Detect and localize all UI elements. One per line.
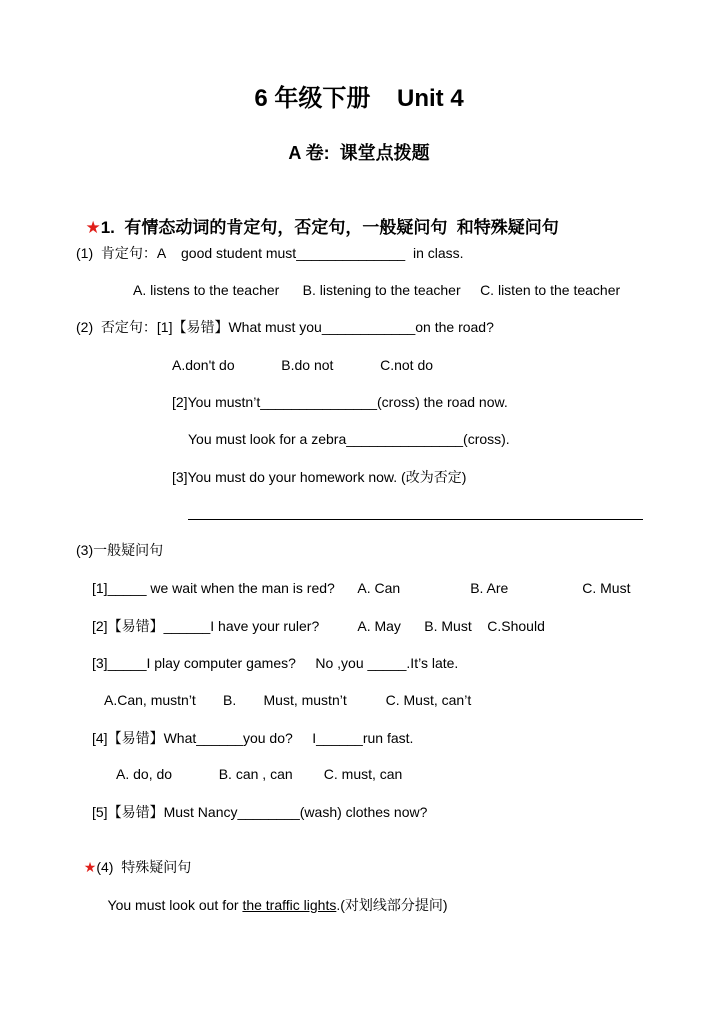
part2-question-1: (2) 否定句：[1]【易错】What must you____________on the road? bbox=[76, 319, 494, 335]
part4-question-prefix: You must look out for bbox=[107, 897, 243, 913]
part2-question-2: [2]You mustn’t_______________(cross) the road now. bbox=[172, 394, 508, 410]
answer-line bbox=[188, 519, 643, 520]
part3-options-3: A.Can, mustn’t B. Must, mustn’t C. Must, can’t bbox=[104, 692, 472, 708]
page-subtitle: A 卷: 课堂点拨题 bbox=[288, 143, 430, 163]
part4-label-row bbox=[76, 840, 191, 876]
part4-label: (4) 特殊疑问句 bbox=[96, 859, 192, 875]
part4-question-suffix: .(对划线部分提问) bbox=[336, 897, 448, 913]
underlined-phrase: the traffic lights bbox=[242, 897, 337, 913]
part2-question-2b: You must look for a zebra_______________(cross). bbox=[188, 431, 510, 447]
section-number: 1. bbox=[100, 218, 115, 237]
part3-question-1: [1]_____ we wait when the man is red? A. Can B. Are C. Must bbox=[92, 580, 631, 596]
section-title: 有情态动词的肯定句，否定句，一般疑问句 和特殊疑问句 bbox=[124, 218, 559, 237]
part2-question-3: [3]You must do your homework now. (改为否定) bbox=[172, 469, 467, 485]
part1-options: A. listens to the teacher B. listening to the teacher C. listen to the teacher bbox=[133, 282, 621, 298]
part3-question-2: [2]【易错】______I have your ruler? A. May B. Must C.Should bbox=[92, 618, 545, 634]
part3-question-5: [5]【易错】Must Nancy________(wash) clothes now? bbox=[92, 804, 428, 820]
part3-label: (3)一般疑问句 bbox=[76, 542, 164, 558]
part2-options-1: A.don't do B.do not C.not do bbox=[172, 357, 434, 373]
star-icon: ★ bbox=[85, 218, 101, 237]
part3-options-4: A. do, do B. can , can C. must, can bbox=[116, 766, 403, 782]
part4-question bbox=[100, 878, 448, 914]
section-heading bbox=[76, 195, 559, 239]
part1-question: (1) 肯定句：A good student must______________ in class. bbox=[76, 245, 464, 261]
part3-question-3: [3]_____I play computer games? No ,you _____.It’s late. bbox=[92, 655, 459, 671]
part3-question-4: [4]【易错】What______you do? I______run fast. bbox=[92, 730, 414, 746]
page-title: 6 年级下册 Unit 4 bbox=[254, 85, 464, 112]
star-icon: ★ bbox=[83, 859, 97, 875]
